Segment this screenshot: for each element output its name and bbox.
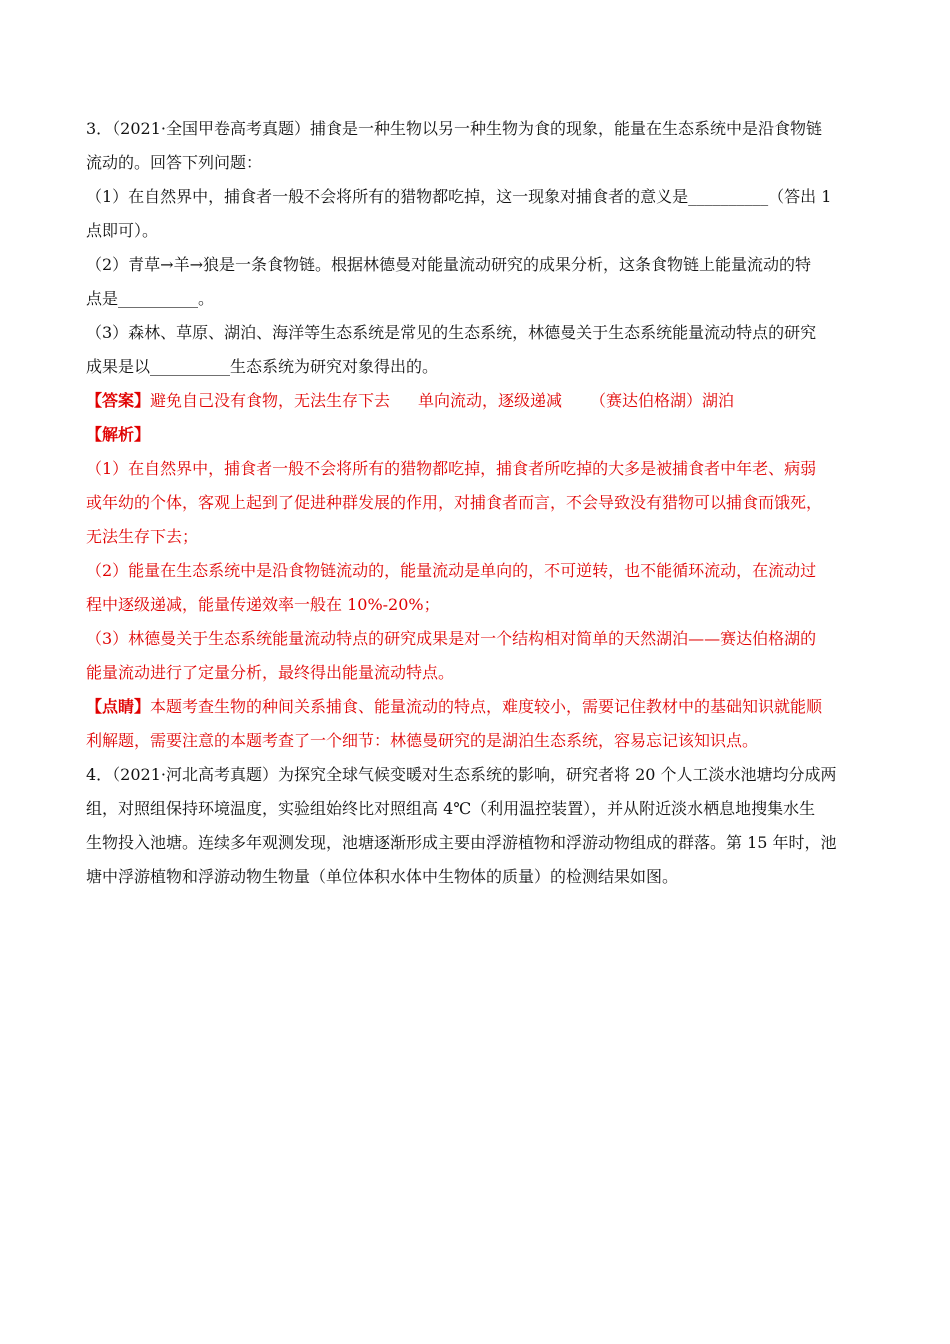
- q3-part2-line-1: （2）青草→羊→狼是一条食物链。根据林德曼对能量流动研究的成果分析，这条食物链上能量流动的特: [86, 255, 811, 274]
- q3-part1-line-2: 点即可）。: [86, 221, 159, 240]
- q3-stem-line-1: 3．（2021·全国甲卷高考真题）捕食是一种生物以另一种生物为食的现象，能量在生态系统中是沿食物链: [86, 119, 822, 138]
- analysis-3-line-2: 能量流动进行了定量分析，最终得出能量流动特点。: [86, 663, 455, 682]
- q3-part2-line-2: 点是__________。: [86, 289, 215, 308]
- q3-part3-line-1: （3）森林、草原、湖泊、海洋等生态系统是常见的生态系统，林德曼关于生态系统能量流动特点的研究: [86, 323, 817, 342]
- q4-line-1: 4．（2021·河北高考真题）为探究全球气候变暖对生态系统的影响，研究者将 20 个人工淡水池塘均分成两: [86, 765, 837, 784]
- document-page: [86, 112, 866, 894]
- q4-line-4: 塘中浮游植物和浮游动物生物量（单位体积水体中生物体的质量）的检测结果如图。: [86, 867, 679, 886]
- q3-part1-line-1: （1）在自然界中，捕食者一般不会将所有的猎物都吃掉，这一现象对捕食者的意义是__________（答出 1: [86, 187, 832, 206]
- answer-label: 【答案】: [86, 391, 151, 410]
- q3-part3-line-2: 成果是以__________生态系统为研究对象得出的。: [86, 357, 439, 376]
- analysis-1-line-2: 或年幼的个体，客观上起到了促进种群发展的作用，对捕食者而言，不会导致没有猎物可以捕食而饿死，: [86, 493, 823, 512]
- q4-line-2: 组，对照组保持环境温度，实验组始终比对照组高 4℃（利用温控装置），并从附近淡水栖息地搜集水生: [86, 799, 816, 818]
- answer-3: （赛达伯格湖）湖泊: [590, 391, 735, 410]
- analysis-label: 【解析】: [86, 425, 151, 444]
- answer-2: 单向流动，逐级递减: [418, 391, 563, 410]
- analysis-2-line-2: 程中逐级递减，能量传递效率一般在 10%-20%；: [86, 595, 440, 614]
- analysis-2-line-1: （2）能量在生态系统中是沿食物链流动的，能量流动是单向的，不可逆转，也不能循环流动，在流动过: [86, 561, 817, 580]
- q3-stem-line-2: 流动的。回答下列问题：: [86, 153, 263, 172]
- comment-text-1: 本题考查生物的种间关系捕食、能量流动的特点，难度较小，需要记住教材中的基础知识就能顺: [150, 697, 823, 716]
- comment-line-1: [86, 690, 866, 724]
- analysis-3-line-1: （3）林德曼关于生态系统能量流动特点的研究成果是对一个结构相对简单的天然湖泊——赛达伯格湖的: [86, 629, 817, 648]
- q4-line-3: 生物投入池塘。连续多年观测发现，池塘逐渐形成主要由浮游植物和浮游动物组成的群落。第 15 年时，池: [86, 833, 837, 852]
- q3-answer-line: [86, 384, 866, 418]
- analysis-1-line-1: （1）在自然界中，捕食者一般不会将所有的猎物都吃掉，捕食者所吃掉的大多是被捕食者中年老、病弱: [86, 459, 817, 478]
- comment-line-2: 利解题，需要注意的本题考查了一个细节：林德曼研究的是湖泊生态系统，容易忘记该知识点。: [86, 731, 759, 750]
- analysis-1-line-3: 无法生存下去；: [86, 527, 199, 546]
- comment-label: 【点睛】: [86, 697, 151, 716]
- answer-1: 避免自己没有食物，无法生存下去: [150, 391, 391, 410]
